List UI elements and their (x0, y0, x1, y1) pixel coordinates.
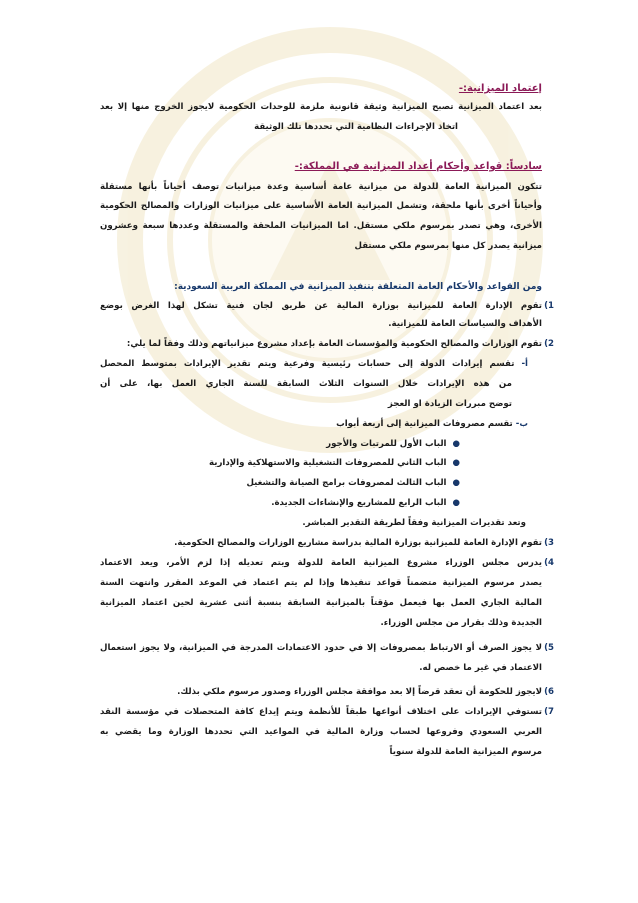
paragraph-line: ميزانية يصدر كل منها بمرسوم ملكي مستقل (354, 241, 542, 251)
paragraph-line: تتكون الميزانية العامة للدولة من ميزانية عامة أساسية وعدة ميزانيات توصف أحياناً بأنها مستقلة (100, 182, 542, 192)
bullet-dot-icon: ● (452, 458, 460, 468)
item-text: يدرس مجلس الوزراء مشروع الميزانية العامة للدولة ويتم تعديله إذا لزم الأمر، ويعد الاعتماد (100, 558, 542, 568)
section-heading-rules: سادساً: قواعد وأحكام أعداد الميزانية في المملكة:- (294, 161, 542, 172)
sub-item-a (100, 358, 528, 370)
sub-item-letter: أ- (521, 359, 528, 369)
item-text: العربي السعودي وفروعها لحساب وزارة المالية في المواعيد التي تحددها الوزارة وما يقضي به (100, 727, 542, 737)
item-text: الأهداف والسياسات العامة للميزانية. (388, 319, 542, 329)
bullet-item: ●الباب الثاني للمصروفات التشغيلية والاستهلاكية والإدارية (209, 458, 460, 468)
item-text: مرسوم الميزانية العامة للدولة سنوياً (389, 747, 542, 757)
section-heading-approval: إعتماد الميزانية:- (458, 83, 542, 94)
list-item-5 (100, 642, 554, 654)
sub-item-text: تقسم إيرادات الدولة إلى حسابات رئيسية وفرعية ويتم تقدير الإيرادات بمتوسط المحصل (100, 359, 515, 369)
item-text: تقوم الوزارات والمصالح الحكومية والمؤسسات العامة بإعداد مشروع ميزانياتهم وذلك وفقاً لما يلي: (126, 339, 542, 349)
list-item-2 (100, 338, 554, 350)
item-number: 6) (544, 687, 554, 697)
paragraph-line: الأخرى، وهي تصدر بمرسوم ملكي مستقل. اما الميزانيات الملحقة والمستقلة وعددها سبعة وعشرون (100, 221, 542, 231)
list-item-6 (100, 686, 554, 698)
sub-item-text: من هذه الإيرادات خلال السنوات الثلاث السابقة للسنة الجاري العمل بها، على أن (100, 379, 512, 389)
item-text: يصدر مرسوم الميزانية متضمناً قواعد تنفيذها وإذا لم يتم اعتماد في الموعد المقرر وانتهت السنة (100, 578, 542, 588)
item-text: لا يجوز الصرف أو الارتباط بمصروفات إلا في حدود الاعتمادات المدرجة في الميزانية، ولا يجوز استعمال (100, 643, 542, 653)
item-text: لايجوز للحكومة أن تعقد قرضاً إلا بعد موافقة مجلس الوزراء وصدور مرسوم ملكي بذلك. (177, 687, 542, 697)
bullet-item: ●الباب الرابع للمشاريع والإنشاءات الجديدة. (271, 498, 460, 508)
item-closing: وتعد تقديرات الميزانية وفقاً لطريقة التقدير المباشر. (302, 518, 526, 528)
bullet-dot-icon: ● (452, 478, 460, 488)
item-text: المالية الجاري العمل بها فيعمل مؤقتاً بالميزانية السابقة بنسبة أثنى عشرية لحين اعتماد الميزانية (100, 598, 542, 608)
bullet-item: ●الباب الثالث لمصروفات برامج الصيانة والتشغيل (246, 478, 460, 488)
item-number: 7) (544, 707, 554, 717)
list-item-1 (100, 300, 554, 312)
item-number: 4) (544, 558, 554, 568)
paragraph-line: وأحياناً أخرى بأنها ملحقة، وتشمل الميزانية العامة الأساسية على ميزانيات الوزارات والمصالح الحكومية (100, 201, 542, 211)
list-item-4 (100, 557, 554, 569)
sub-item-b (100, 418, 528, 430)
list-item-3 (100, 537, 554, 549)
paragraph-line: اتخاذ الإجراءات النظامية التي تحددها تلك الوثيقة (254, 122, 458, 132)
item-text: الاعتماد في غير ما خصص له. (419, 663, 542, 673)
item-number: 5) (544, 643, 554, 653)
item-text: تقوم الإدارة العامة للميزانية بوزارة المالية بدراسة مشاريع الوزارات والمصالح الحكومية. (174, 538, 542, 548)
sub-item-text: توضح مبررات الزيادة او العجز (387, 399, 512, 409)
item-text: الجديدة وذلك بقرار من مجلس الوزراء. (380, 618, 542, 628)
item-number: 2) (544, 339, 554, 349)
sub-item-text: تقسم مصروفات الميزانية إلى أربعة أبواب (336, 419, 513, 429)
item-number: 1) (544, 301, 554, 311)
sub-item-letter: ب- (515, 419, 528, 429)
item-number: 3) (544, 538, 554, 548)
list-item-7 (100, 706, 554, 718)
item-text: تقوم الإدارة العامة للميزانية بوزارة المالية عن طريق لجان فنية تشكل لهذا الغرض بوضع (100, 301, 542, 311)
bullet-dot-icon: ● (452, 439, 460, 449)
paragraph-line: بعد اعتماد الميزانية تصبح الميزانية وثيقة قانونية ملزمة للوحدات الحكومية لايجوز الخروج منها إلا بعد (100, 102, 542, 112)
bullet-item: ●الباب الأول للمرتبات والأجور (326, 439, 460, 449)
item-text: تستوفي الإيرادات على اختلاف أنواعها طبقاً للأنظمة ويتم إيداع كافة المتحصلات في مؤسسة النقد (100, 707, 542, 717)
bullet-dot-icon: ● (452, 498, 460, 508)
section-intro: ومن القواعد والأحكام العامة المتعلقة بتنفيذ الميزانية في المملكة العربية السعودية: (174, 282, 542, 292)
